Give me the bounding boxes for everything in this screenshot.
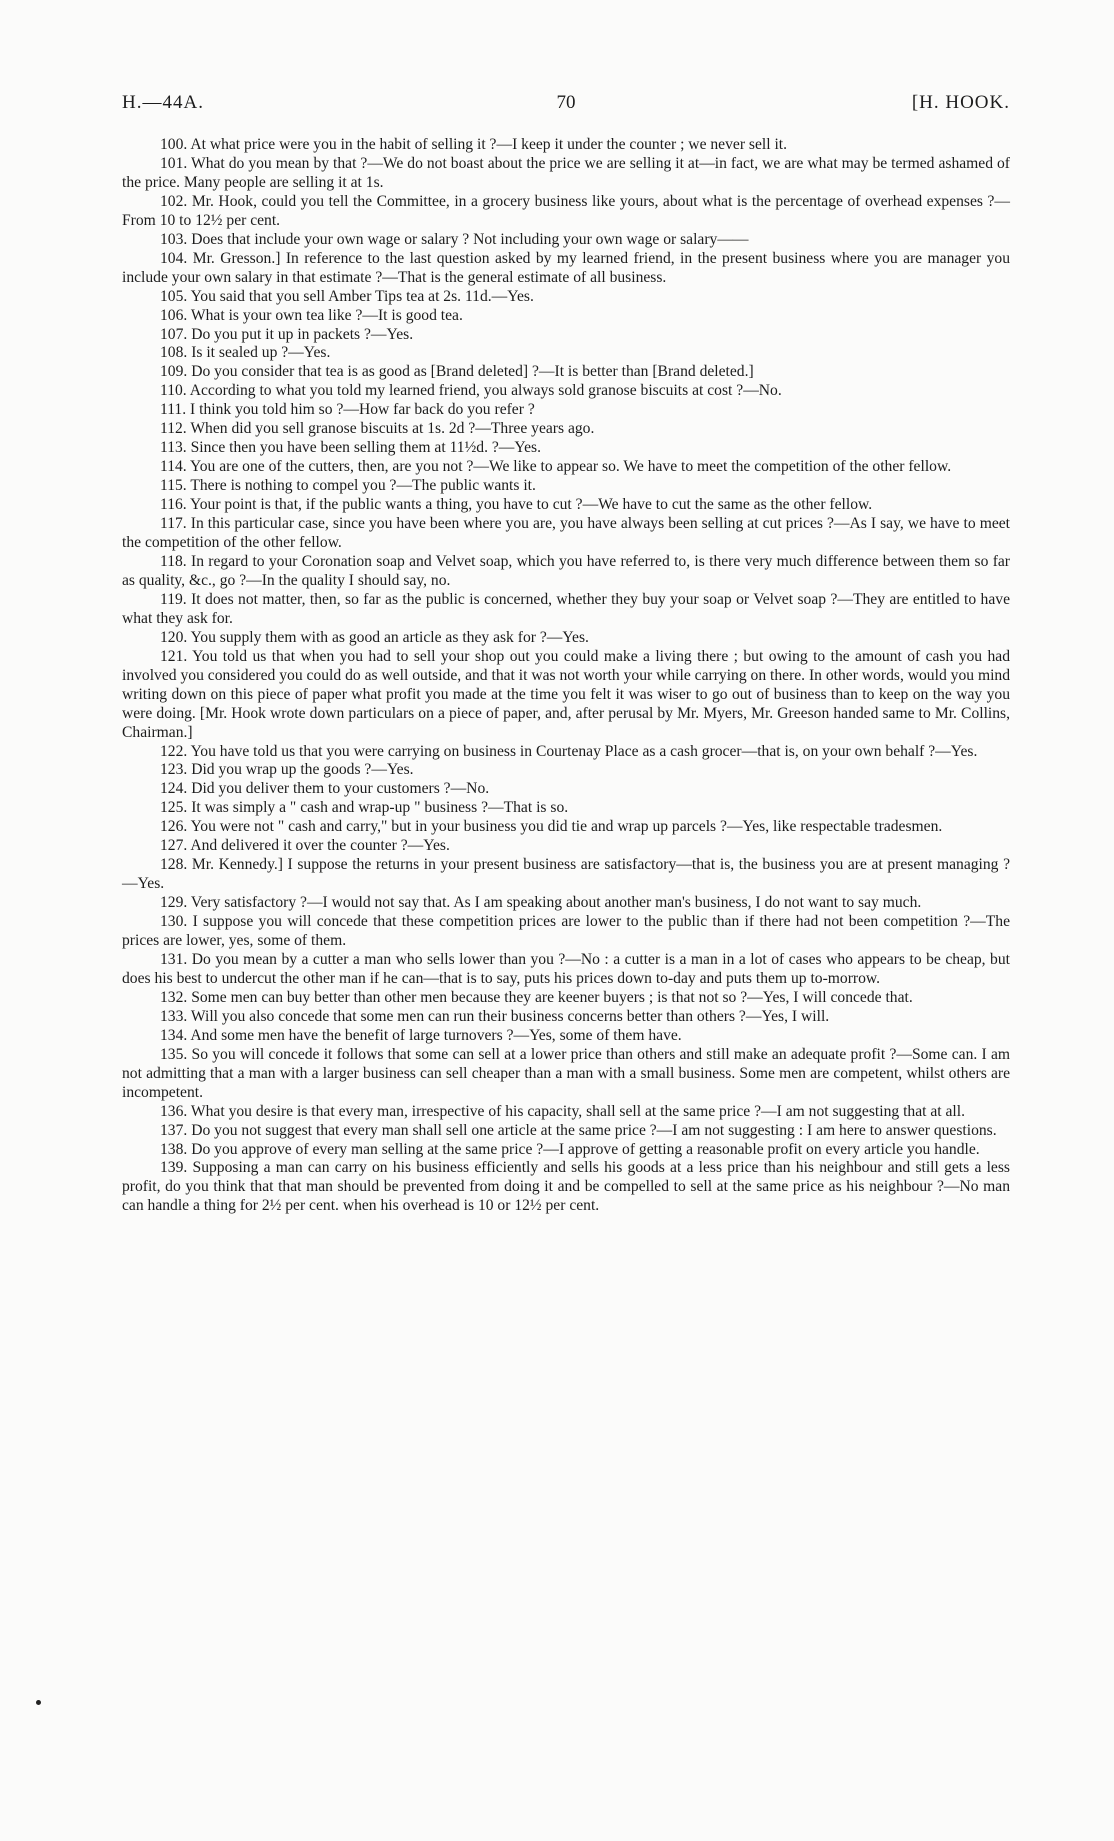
testimony-paragraph: 128. Mr. Kennedy.] I suppose the returns in your present business are satisfactory—that is, the business you are at present managing ?—Yes. bbox=[122, 856, 1010, 893]
testimony-paragraph: 109. Do you consider that tea is as good as [Brand deleted] ?—It is better than [Brand deleted.] bbox=[160, 363, 754, 381]
testimony-paragraph: 104. Mr. Gresson.] In reference to the last question asked by my learned friend, in the present business where you are manager you include your own salary in that estimate ?—That is the general estimate of all business. bbox=[122, 249, 1010, 286]
testimony-paragraph: 115. There is nothing to compel you ?—The public wants it. bbox=[160, 477, 536, 495]
testimony-paragraph: 108. Is it sealed up ?—Yes. bbox=[160, 344, 331, 362]
testimony-paragraph: 125. It was simply a " cash and wrap-up " business ?—That is so. bbox=[160, 799, 569, 817]
testimony-paragraph: 102. Mr. Hook, could you tell the Committee, in a grocery business like yours, about what is the percentage of overhead expenses ?—From 10 to 12½ per cent. bbox=[122, 192, 1010, 229]
document-body bbox=[122, 136, 1010, 1216]
margin-dot bbox=[36, 1700, 41, 1705]
testimony-paragraph: 131. Do you mean by a cutter a man who sells lower than you ?—No : a cutter is a man in a lot of cases who appears to be cheap, but does his best to undercut the other man if he can—that is to say, puts his prices down to-day and puts them up to-morrow. bbox=[122, 950, 1010, 987]
testimony-paragraph: 124. Did you deliver them to your customers ?—No. bbox=[160, 780, 490, 798]
testimony-paragraph: 114. You are one of the cutters, then, are you not ?—We like to appear so. We have to meet the competition of the other fellow. bbox=[160, 458, 952, 476]
testimony-paragraph: 139. Supposing a man can carry on his business efficiently and sells his goods at a less price than his neighbour and still gets a less profit, do you think that that man should be prevented from doing it and be compelled to sell at the same price as his neighbour ?—No man can handle a thing for 2½ per cent. when his overhead is 10 or 12½ per cent. bbox=[122, 1159, 1010, 1215]
testimony-paragraph: 122. You have told us that you were carrying on business in Courtenay Place as a cash grocer—that is, on your own behalf ?—Yes. bbox=[160, 742, 978, 760]
testimony-paragraph: 111. I think you told him so ?—How far back do you refer ? bbox=[160, 401, 535, 419]
testimony-paragraph: 135. So you will concede it follows that some can sell at a lower price than others and still make an adequate profit ?—Some can. I am not admitting that a man with a larger business can sell cheaper than a man with a small business. Some men are competent, whilst others are incompetent. bbox=[122, 1045, 1010, 1101]
testimony-paragraph: 105. You said that you sell Amber Tips tea at 2s. 11d.—Yes. bbox=[160, 287, 534, 305]
testimony-paragraph: 126. You were not " cash and carry," but in your business you did tie and wrap up parcels ?—Yes, like respectable tradesmen. bbox=[160, 818, 943, 836]
page-number: 70 bbox=[556, 92, 576, 113]
testimony-paragraph: 133. Will you also concede that some men can run their business concerns better than others ?—Yes, I will. bbox=[160, 1007, 830, 1025]
testimony-paragraph: 132. Some men can buy better than other men because they are keener buyers ; is that not so ?—Yes, I will concede that. bbox=[160, 988, 913, 1006]
testimony-paragraph: 107. Do you put it up in packets ?—Yes. bbox=[160, 325, 414, 343]
testimony-paragraph: 127. And delivered it over the counter ?—Yes. bbox=[160, 837, 450, 855]
testimony-paragraph: 130. I suppose you will concede that these competition prices are lower to the public than if there had not been competition ?—The prices are lower, yes, some of them. bbox=[122, 913, 1010, 950]
testimony-paragraph: 134. And some men have the benefit of large turnovers ?—Yes, some of them have. bbox=[160, 1026, 682, 1044]
testimony-paragraph: 123. Did you wrap up the goods ?—Yes. bbox=[160, 761, 414, 779]
testimony-paragraph: 113. Since then you have been selling them at 11½d. ?—Yes. bbox=[160, 439, 541, 457]
testimony-paragraph: 116. Your point is that, if the public wants a thing, you have to cut ?—We have to cut the same as the other fellow. bbox=[160, 496, 873, 514]
testimony-paragraph: 118. In regard to your Coronation soap and Velvet soap, which you have referred to, is there very much difference between them so far as quality, &c., go ?—In the quality I should say, no. bbox=[122, 552, 1010, 589]
testimony-paragraph: 100. At what price were you in the habit of selling it ?—I keep it under the counter ; we never sell it. bbox=[160, 136, 788, 153]
testimony-paragraph: 136. What you desire is that every man, irrespective of his capacity, shall sell at the same price ?—I am not suggesting that at all. bbox=[160, 1102, 965, 1120]
testimony-paragraph: 129. Very satisfactory ?—I would not say that. As I am speaking about another man's business, I do not want to say much. bbox=[160, 894, 922, 912]
testimony-paragraph: 110. According to what you told my learned friend, you always sold granose biscuits at cost ?—No. bbox=[160, 382, 782, 400]
testimony-paragraph: 112. When did you sell granose biscuits at 1s. 2d ?—Three years ago. bbox=[160, 420, 595, 438]
testimony-paragraph: 120. You supply them with as good an article as they ask for ?—Yes. bbox=[160, 628, 589, 646]
witness-name: [H. HOOK. bbox=[911, 92, 1010, 113]
document-reference: H.—44A. bbox=[122, 92, 204, 113]
testimony-paragraph: 103. Does that include your own wage or salary ? Not including your own wage or salary—— bbox=[160, 230, 749, 248]
testimony-paragraph: 138. Do you approve of every man selling at the same price ?—I approve of getting a reasonable profit on every article you handle. bbox=[160, 1140, 980, 1158]
testimony-paragraph: 119. It does not matter, then, so far as the public is concerned, whether they buy your soap or Velvet soap ?—They are entitled to have what they ask for. bbox=[122, 590, 1010, 627]
testimony-paragraph: 117. In this particular case, since you have been where you are, you have always been selling at cut prices ?—As I say, we have to meet the competition of the other fellow. bbox=[122, 515, 1010, 552]
testimony-paragraph: 121. You told us that when you had to sell your shop out you could make a living there ; but owing to the amount of cash you had involved you considered you could do as well outside, and that it was not worth your while carrying on there. In other words, would you mind writing down on this piece of paper what profit you made at the time you felt it was wiser to go out of business than to keep on the way you were doing. [Mr. Hook wrote down particulars on a piece of paper, and, after perusal by Mr. Myers, Mr. Greeson handed same to Mr. Collins, Chairman.] bbox=[122, 647, 1010, 741]
testimony-paragraph: 137. Do you not suggest that every man shall sell one article at the same price ?—I am not suggesting : I am here to answer questions. bbox=[160, 1121, 997, 1139]
testimony-paragraph: 101. What do you mean by that ?—We do not boast about the price we are selling it at—in fact, we are what may be termed ashamed of the price. Many people are selling it at 1s. bbox=[122, 154, 1010, 191]
page-header bbox=[122, 92, 1010, 132]
testimony-paragraph: 106. What is your own tea like ?—It is good tea. bbox=[160, 306, 463, 324]
